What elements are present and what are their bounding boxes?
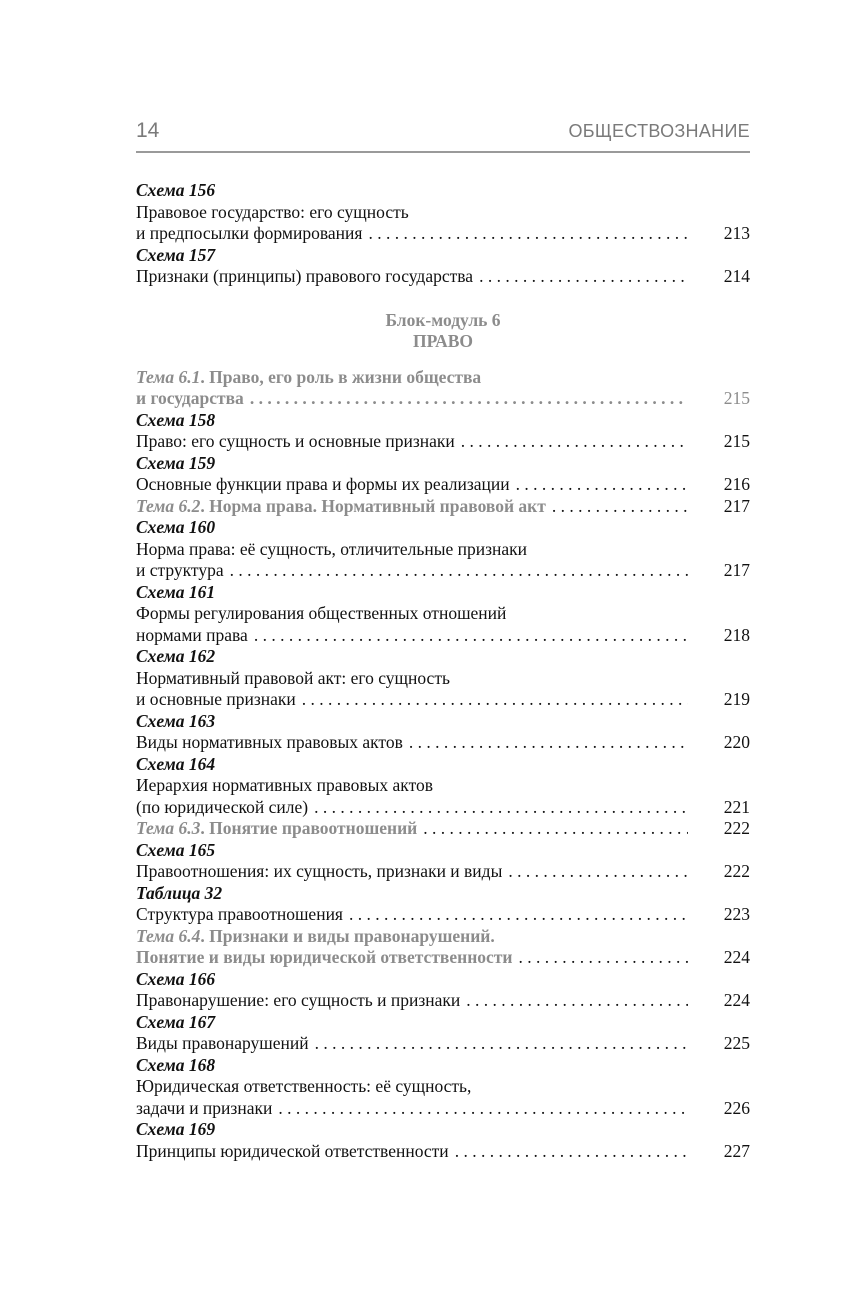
toc-entry[interactable] [136, 560, 750, 582]
dot-leader [479, 266, 688, 288]
toc-entry[interactable] [136, 732, 750, 754]
scheme-label: Схема 159 [136, 452, 216, 473]
entry-page: 215 [723, 388, 750, 408]
toc-entry[interactable] [136, 431, 750, 453]
scheme-label: Схема 164 [136, 753, 216, 774]
dot-leader [519, 947, 688, 969]
entry-page: 213 [723, 223, 750, 243]
scheme-label: Схема 160 [136, 517, 216, 537]
entry-title-line: Норма права: её сущность, отличительные признаки [136, 538, 528, 559]
entry-title-line: Виды правонарушений [136, 1033, 309, 1053]
theme-title: . Понятие правоотношений [200, 818, 418, 838]
scheme-label: Схема 162 [136, 646, 216, 666]
entry-title-line: Право: его сущность и основные признаки [136, 431, 455, 451]
theme-title: . Норма права. Нормативный правовой акт [200, 495, 546, 516]
entry-title-line: Признаки (принципы) правового государства [136, 266, 474, 286]
running-title: ОБЩЕСТВОЗНАНИЕ [568, 121, 750, 141]
toc-entry[interactable] [136, 1141, 750, 1163]
entry-title-line: Формы регулирования общественных отношений [136, 603, 507, 623]
theme-heading [136, 818, 423, 840]
scheme-label: Схема 156 [136, 180, 216, 200]
block-module-label: Блок-модуль 6 [385, 309, 501, 330]
theme-number: Тема 6.4 [136, 925, 201, 946]
toc-entry[interactable] [136, 474, 750, 496]
entry-title-line: Юридическая ответственность: её сущность, [136, 1076, 472, 1096]
dot-leader [250, 388, 688, 410]
block-module-title: ПРАВО [413, 331, 473, 351]
entry-title-line: Правовое государство: его сущность [136, 201, 409, 222]
entry-page: 214 [723, 266, 750, 286]
entry-title-line: и государства [136, 388, 244, 408]
entry-page: 222 [723, 861, 750, 881]
dot-leader [349, 904, 688, 926]
entry-title-line: нормами права [136, 624, 248, 645]
scheme-label: Схема 161 [136, 581, 216, 602]
entry-page: 217 [723, 560, 750, 580]
scheme-label: Схема 158 [136, 409, 216, 430]
dot-leader [466, 990, 688, 1012]
entry-title-line: и структура [136, 560, 224, 580]
toc-entry[interactable] [136, 1098, 750, 1120]
entry-page: 223 [723, 904, 750, 924]
entry-page: 218 [723, 624, 750, 645]
scheme-label: Схема 168 [136, 1054, 216, 1075]
dot-leader [302, 689, 688, 711]
entry-page: 226 [723, 1097, 750, 1118]
theme-heading [136, 926, 750, 948]
theme-number: Тема 6.2 [136, 495, 201, 516]
entry-title-line: Принципы юридической ответственности [136, 1140, 449, 1161]
entry-title-line: Правонарушение: его сущность и признаки [136, 990, 461, 1010]
scheme-label: Схема 166 [136, 968, 216, 989]
entry-page: 215 [723, 431, 750, 451]
toc-entry[interactable] [136, 1033, 750, 1055]
dot-leader [409, 732, 688, 754]
dot-leader [516, 474, 688, 496]
toc-entry[interactable] [136, 223, 750, 245]
toc-entry[interactable] [136, 797, 750, 819]
toc-entry[interactable] [136, 947, 750, 969]
dot-leader [461, 431, 688, 453]
dot-leader [455, 1141, 688, 1163]
toc-entry[interactable] [136, 818, 750, 840]
scheme-label: Схема 167 [136, 1011, 216, 1032]
entry-title-line: Правоотношения: их сущность, признаки и виды [136, 861, 503, 881]
entry-page: 224 [723, 947, 750, 967]
theme-number: Тема 6.3 [136, 818, 201, 838]
entry-title-line: задачи и признаки [136, 1097, 273, 1118]
entry-page: 224 [723, 990, 750, 1010]
dot-leader [315, 1033, 688, 1055]
table-label: Таблица 32 [136, 882, 223, 903]
theme-number: Тема 6.1 [136, 366, 201, 387]
dot-leader [423, 818, 688, 840]
page-number: 14 [136, 119, 160, 142]
entry-title-line: (по юридической силе) [136, 796, 309, 817]
dot-leader [278, 1098, 688, 1120]
scheme-label: Схема 157 [136, 244, 216, 265]
entry-page: 216 [723, 474, 750, 494]
theme-heading [136, 496, 552, 518]
dot-leader [552, 496, 688, 518]
dot-leader [254, 625, 688, 647]
entry-page: 217 [723, 495, 750, 516]
toc-entry[interactable] [136, 904, 750, 926]
entry-page: 221 [723, 796, 750, 817]
scheme-label: Схема 163 [136, 710, 216, 731]
entry-title-line: и предпосылки формирования [136, 223, 363, 243]
entry-page: 225 [723, 1033, 750, 1053]
entry-title-line: Виды нормативных правовых актов [136, 732, 403, 752]
entry-page: 219 [723, 689, 750, 709]
page-header [136, 115, 750, 153]
dot-leader [230, 560, 688, 582]
theme-title: . Признаки и виды правонарушений. [200, 925, 495, 946]
entry-page: 222 [723, 818, 750, 838]
dot-leader [508, 861, 688, 883]
entry-title-line: Структура правоотношения [136, 904, 343, 924]
toc-entry[interactable] [136, 625, 750, 647]
toc-entry[interactable] [136, 266, 750, 288]
theme-title: . Право, его роль в жизни общества [200, 366, 482, 387]
dot-leader [368, 223, 688, 245]
toc-entry[interactable] [136, 861, 750, 883]
toc-entry[interactable] [136, 496, 750, 518]
dot-leader [314, 797, 688, 819]
entry-title-line: Основные функции права и формы их реализации [136, 474, 510, 494]
toc-entry[interactable] [136, 990, 750, 1012]
entry-title-line: Нормативный правовой акт: его сущность [136, 667, 450, 688]
entry-page: 220 [723, 732, 750, 752]
entry-title-line: Иерархия нормативных правовых актов [136, 775, 433, 795]
entry-page: 227 [723, 1140, 750, 1161]
scheme-label: Схема 169 [136, 1119, 216, 1139]
toc-entry[interactable] [136, 388, 750, 410]
entry-title-line: Понятие и виды юридической ответственности [136, 947, 513, 967]
theme-heading [136, 367, 750, 389]
scheme-label: Схема 165 [136, 839, 216, 860]
table-of-contents [136, 180, 750, 1162]
entry-title-line: и основные признаки [136, 689, 296, 709]
toc-entry[interactable] [136, 689, 750, 711]
